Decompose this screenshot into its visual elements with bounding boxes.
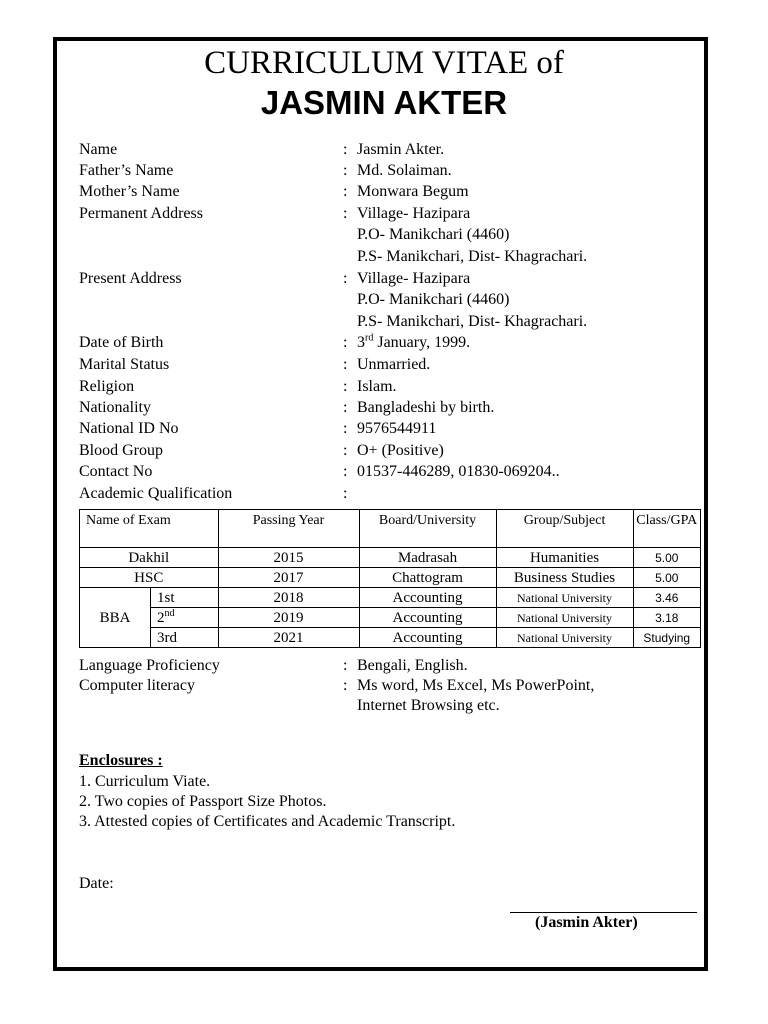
cell-exam: Dakhil [80, 548, 219, 568]
field-colon: : [343, 463, 348, 480]
field-label: Nationality [79, 399, 151, 416]
cell-exam: HSC [80, 568, 219, 588]
dob-day: 3 [357, 334, 365, 351]
field-label: Religion [79, 378, 135, 395]
field-colon: : [343, 356, 348, 373]
field-value: 01537-446289, 01830-069204.. [357, 463, 560, 480]
cell-year: 2019 [218, 608, 359, 628]
field-colon: : [343, 334, 348, 351]
cell-gpa: 5.00 [633, 548, 700, 568]
field-value: Ms word, Ms Excel, Ms PowerPoint, [357, 677, 595, 694]
field-value: Jasmin Akter. [357, 141, 445, 158]
enclosures-heading: Enclosures : [79, 752, 163, 769]
table-row [80, 608, 701, 628]
col-header: Name of Exam [80, 510, 219, 548]
enclosure-item: 2. Two copies of Passport Size Photos. [79, 793, 327, 810]
address-line: P.S- Manikchari, Dist- Khagrachari. [357, 313, 588, 330]
table-row [80, 628, 701, 648]
field-colon: : [343, 420, 348, 437]
field-label: Permanent Address [79, 205, 203, 222]
dob-rest: January, 1999. [373, 334, 471, 351]
enclosure-item: 3. Attested copies of Certificates and Academic Transcript. [79, 813, 456, 830]
field-colon: : [343, 162, 348, 179]
cell-year: 2021 [218, 628, 359, 648]
field-label: Contact No [79, 463, 153, 480]
field-label: Date of Birth [79, 334, 164, 351]
field-label: Father’s Name [79, 162, 174, 179]
field-colon: : [343, 378, 348, 395]
field-label: Academic Qualification [79, 485, 233, 502]
field-colon: : [343, 485, 348, 502]
field-colon: : [343, 205, 348, 222]
cell-year: 2017 [218, 568, 359, 588]
field-colon: : [343, 657, 348, 674]
enclosure-item: 1. Curriculum Viate. [79, 773, 211, 790]
cell-semester [151, 608, 219, 628]
col-header: Passing Year [218, 510, 359, 548]
address-line: P.S- Manikchari, Dist- Khagrachari. [357, 248, 588, 265]
field-value: Unmarried. [357, 356, 431, 373]
table-row [80, 588, 701, 608]
field-value: Islam. [357, 378, 397, 395]
cell-board: Accounting [359, 628, 496, 648]
cell-exam-bba: BBA [80, 588, 151, 648]
table-header-row [80, 510, 701, 548]
cell-group: Business Studies [496, 568, 633, 588]
field-value: O+ (Positive) [357, 442, 444, 459]
cell-year: 2018 [218, 588, 359, 608]
field-value [357, 332, 470, 353]
cell-board: Accounting [359, 588, 496, 608]
field-value: Md. Solaiman. [357, 162, 452, 179]
field-label: Present Address [79, 270, 182, 287]
field-label: Language Proficiency [79, 657, 220, 674]
cell-group: National University [496, 588, 633, 608]
cell-board: Madrasah [359, 548, 496, 568]
cv-title: CURRICULUM VITAE of [204, 45, 564, 81]
field-value: Bangladeshi by birth. [357, 399, 495, 416]
field-colon: : [343, 442, 348, 459]
field-label: Mother’s Name [79, 183, 180, 200]
address-line: Village- Hazipara [357, 205, 471, 222]
cell-semester [151, 588, 219, 608]
cell-board: Chattogram [359, 568, 496, 588]
col-header: Board/University [359, 510, 496, 548]
field-colon: : [343, 141, 348, 158]
field-colon: : [343, 270, 348, 287]
field-colon: : [343, 183, 348, 200]
field-label: Computer literacy [79, 677, 195, 694]
date-label: Date: [79, 875, 114, 892]
cell-board: Accounting [359, 608, 496, 628]
dob-suffix: rd [365, 332, 374, 344]
field-value: Monwara Begum [357, 183, 469, 200]
cell-year: 2015 [218, 548, 359, 568]
address-line: Village- Hazipara [357, 270, 471, 287]
field-label: Name [79, 141, 118, 158]
academic-table [79, 509, 701, 648]
field-colon: : [343, 677, 348, 694]
cv-name-heading: JASMIN AKTER [260, 84, 508, 121]
signature-line [510, 912, 697, 913]
col-header: Group/Subject [496, 510, 633, 548]
cell-gpa: 3.46 [633, 588, 700, 608]
field-value: Bengali, English. [357, 657, 468, 674]
semester-text: 2 [157, 609, 165, 626]
cell-gpa: 3.18 [633, 608, 700, 628]
cell-group: Humanities [496, 548, 633, 568]
cell-gpa: Studying [633, 628, 700, 648]
field-colon: : [343, 399, 348, 416]
col-header: Class/GPA [633, 510, 700, 548]
cell-gpa: 5.00 [633, 568, 700, 588]
semester-text: 1st [157, 589, 175, 606]
field-value: 9576544911 [357, 420, 437, 437]
address-line: P.O- Manikchari (4460) [357, 226, 510, 243]
address-line: P.O- Manikchari (4460) [357, 291, 510, 308]
cell-group: National University [496, 628, 633, 648]
table-row [80, 548, 701, 568]
field-label: National ID No [79, 420, 179, 437]
field-value: Internet Browsing etc. [357, 697, 500, 714]
semester-text: 3rd [157, 629, 177, 646]
field-label: Blood Group [79, 442, 163, 459]
table-row [80, 568, 701, 588]
semester-suffix: nd [164, 607, 175, 619]
cell-group: National University [496, 608, 633, 628]
field-label: Marital Status [79, 356, 170, 373]
cell-semester [151, 628, 219, 648]
signature-name: (Jasmin Akter) [535, 914, 638, 931]
